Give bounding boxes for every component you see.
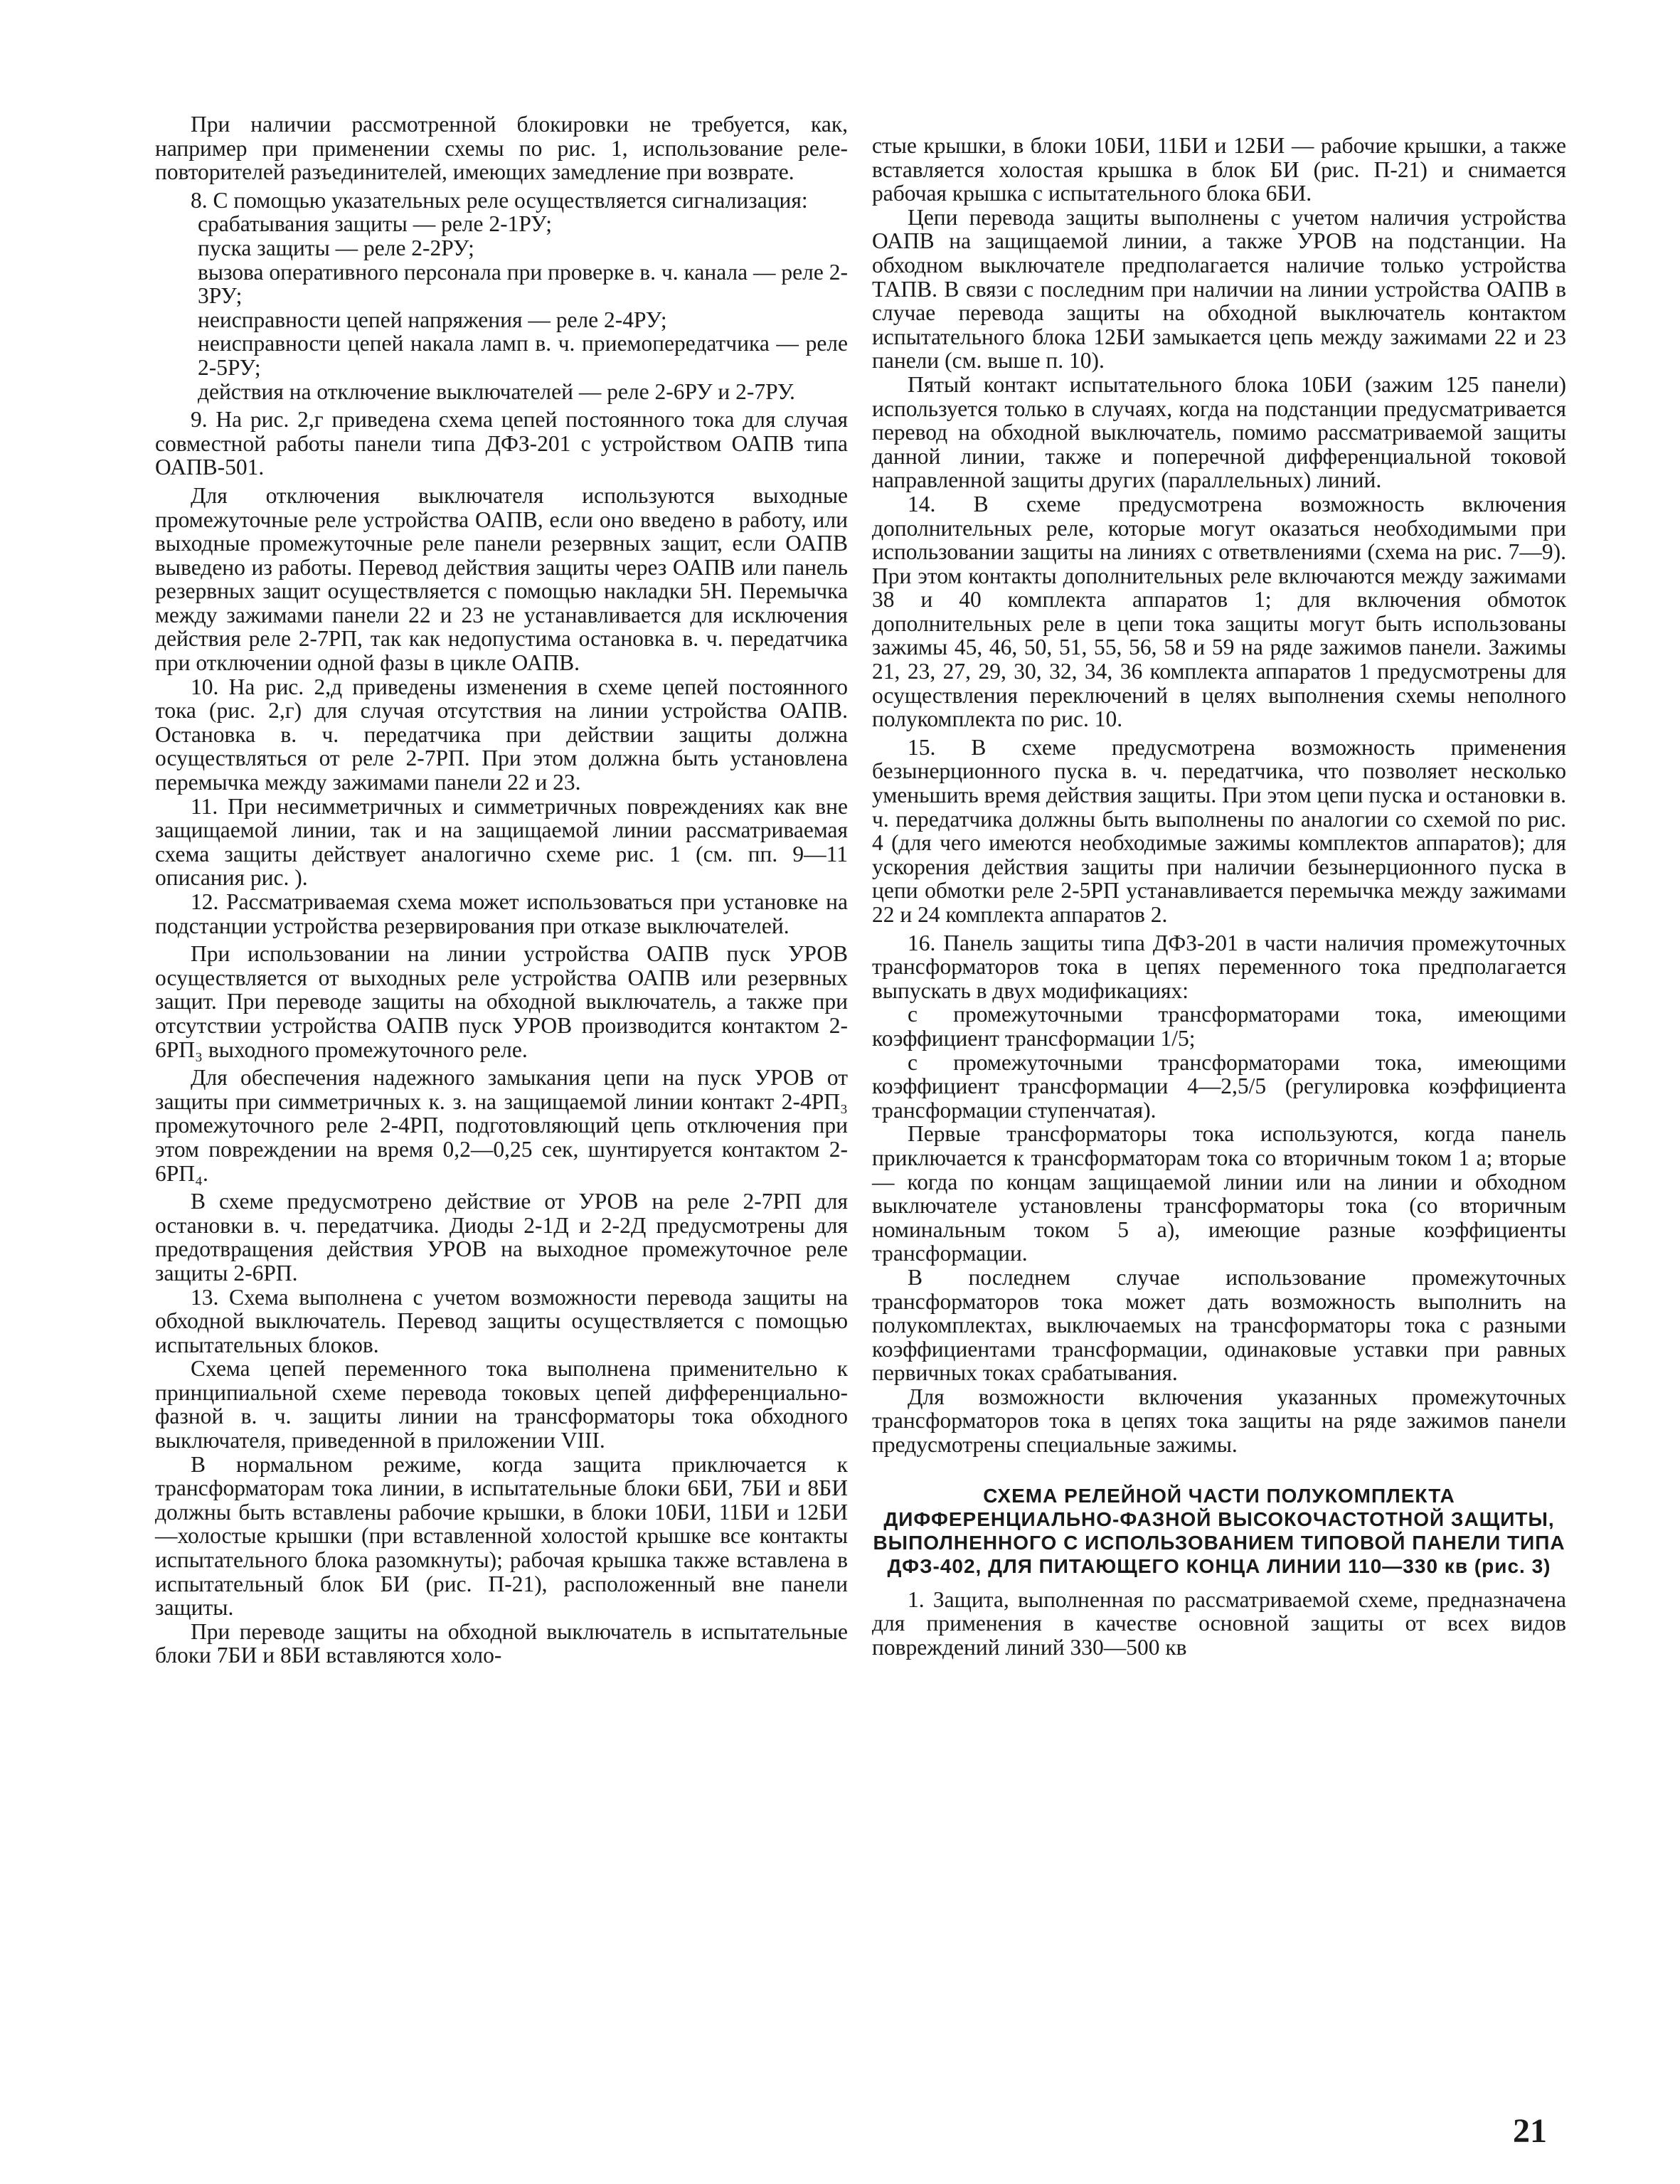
paragraph: Для возможности включения указанных промежуточных трансформаторов тока в цепях тока защиты на ряде зажимов панели предусмотрены специальные зажимы. bbox=[872, 1384, 1566, 1458]
paragraph: 8. С помощью указательных реле осуществляется сигнализация: bbox=[191, 187, 808, 213]
list-item: неисправности цепей напряжения — реле 2-4РУ; bbox=[198, 307, 667, 332]
paragraph: 16. Панель защиты типа ДФЗ-201 в части наличия промежуточных трансформаторов тока в цепях переменного тока предполагается выпускать в двух модификациях: bbox=[872, 930, 1566, 1003]
paragraph: 12. Рассматриваемая схема может использоваться при установке на подстанции устройства резервирования при отказе выключателей. bbox=[155, 889, 848, 938]
list-item: с промежуточными трансформаторами тока, имеющими коэффициент трансформации 4—2,5/5 (регулировка коэффициента трансформации ступенчатая). bbox=[872, 1049, 1566, 1123]
paragraph: 13. Схема выполнена с учетом возможности перевода защиты на обходной выключатель. Перевод защиты осуществляется с помощью испытательных блоков. bbox=[155, 1284, 848, 1357]
paragraph: 14. В схеме предусмотрена возможность включения дополнительных реле, которые могут оказаться необходимыми при использовании защиты на линиях с ответвлениями (схема на рис. 7—9). При этом контакты дополнительных реле включаются между зажимами 38 и 40 комплекта аппаратов 1; для включения обмоток дополнительных реле в цепи тока защиты могут быть использованы зажимы 45, 46, 50, 51, 55, 56, 58 и 59 на ряде зажимов панели. Зажимы 21, 23, 27, 29, 30, 32, 34, 36 комплекта аппаратов 1 предусмотрены для осуществления переключений в целях выполнения схемы неполного полукомплекта по рис. 10. bbox=[872, 491, 1566, 732]
paragraph: 1. Защита, выполненная по рассматриваемой схеме, предназначена для применения в качестве основной защиты от всех видов повреждений линий 330—500 кв bbox=[872, 1586, 1566, 1660]
section-heading: СХЕМА РЕЛЕЙНОЙ ЧАСТИ ПОЛУКОМПЛЕКТА ДИФФЕРЕНЦИАЛЬНО-ФАЗНОЙ ВЫСОКОЧАСТОТНОЙ ЗАЩИТЫ, ВЫПОЛНЕННОГО С ИСПОЛЬЗОВАНИЕМ ТИПОВОЙ ПАНЕЛИ ТИПА ДФЗ-402, ДЛЯ ПИТАЮЩЕГО КОНЦА ЛИНИИ 110—330 кв (рис. 3) bbox=[873, 1484, 1565, 1577]
paragraph: При использовании на линии устройства ОАПВ пуск УРОВ осуществляется от выходных реле устройства ОАПВ или резервных защит. При переводе защиты на обходной выключатель, а также при отсутствии устройства ОАПВ пуск УРОВ производится контактом 2-6РП₃ выходного промежуточного реле. bbox=[155, 941, 848, 1062]
paragraph: Для обеспечения надежного замыкания цепи на пуск УРОВ от защиты при симметричных к. з. на защищаемой линии контакт 2-4РП₃ промежуточного реле 2-4РП, подготовляющий цепь отключения при этом повреждении на время 0,2—0,25 сек, шунтируется контактом 2-6РП₄. bbox=[155, 1065, 848, 1186]
paragraph: Схема цепей переменного тока выполнена применительно к принципиальной схеме перевода токовых цепей дифференциально-фазной в. ч. защиты линии на трансформаторы тока обходного выключателя, приведенной в приложении VIII. bbox=[155, 1356, 848, 1453]
paragraph: 9. На рис. 2,г приведена схема цепей постоянного тока для случая совместной работы панели типа ДФЗ-201 с устройством ОАПВ типа ОАПВ-501. bbox=[155, 407, 848, 480]
paragraph: 10. На рис. 2,д приведены изменения в схеме цепей постоянного тока (рис. 2,г) для случая отсутствия на линии устройства ОАПВ. Остановка в. ч. передатчика при действии защиты должна осуществляться от реле 2-7РП. При этом должна быть установлена перемычка между зажимами панели 22 и 23. bbox=[155, 674, 848, 795]
paragraph: В нормальном режиме, когда защита приключается к трансформаторам тока линии, в испытательные блоки 6БИ, 7БИ и 8БИ должны быть вставлены рабочие крышки, в блоки 10БИ, 11БИ и 12БИ—холостые крышки (при вставленной холостой крышке все контакты испытательного блока разомкнуты); рабочая крышка также вставлена в испытательный блок БИ (рис. П-21), расположенный вне панели защиты. bbox=[155, 1451, 848, 1621]
list-item: пуска защиты — реле 2-2РУ; bbox=[198, 235, 474, 260]
list-item: действия на отключение выключателей — реле 2-6РУ и 2-7РУ. bbox=[198, 378, 795, 404]
paragraph: стые крышки, в блоки 10БИ, 11БИ и 12БИ — рабочие крышки, а также вставляется холостая крышка в блок БИ (рис. П-21) и снимается рабочая крышка с испытательного блока 6БИ. bbox=[872, 133, 1566, 206]
paragraph: Первые трансформаторы тока используются, когда панель приключается к трансформаторам тока со вторичным током 1 а; вторые — когда по концам защищаемой линии или на линии и обходном выключателе установлены трансформаторы тока (со вторичным номинальным током 5 а), имеющие разные коэффициенты трансформации. bbox=[872, 1121, 1566, 1266]
paragraph: При переводе защиты на обходной выключатель в испытательные блоки 7БИ и 8БИ вставляются холо- bbox=[155, 1618, 848, 1668]
list-item: срабатывания защиты — реле 2-1РУ; bbox=[198, 211, 552, 237]
right-column bbox=[872, 134, 1566, 1659]
list-item: неисправности цепей накала ламп в. ч. приемопередатчика — реле 2-5РУ; bbox=[198, 331, 848, 380]
left-column bbox=[155, 112, 848, 1668]
paragraph: Для отключения выключателя используются выходные промежуточные реле устройства ОАПВ, если оно введено в работу, или выходные промежуточные реле панели резервных защит, если ОАПВ выведено из работы. Перевод действия защиты через ОАПВ или панель резервных защит осуществляется с помощью накладки 5Н. Перемычка между зажимами панели 22 и 23 не устанавливается для исключения действия реле 2-7РП, так как недопустима остановка в. ч. передатчика при отключении одной фазы в цикле ОАПВ. bbox=[155, 482, 848, 676]
paragraph: В схеме предусмотрено действие от УРОВ на реле 2-7РП для остановки в. ч. передатчика. Диоды 2-1Д и 2-2Д предусмотрены для предотвращения действия УРОВ на выходное промежуточное реле защиты 2-6РП. bbox=[155, 1189, 848, 1286]
paragraph: В последнем случае использование промежуточных трансформаторов тока может дать возможность выполнить на полукомплектах, выключаемых на трансформаторы тока с разными коэффициентами трансформации, одинаковые уставки при равных первичных токах срабатывания. bbox=[872, 1264, 1566, 1386]
page-number: 21 bbox=[1513, 2112, 1547, 2150]
list-item: вызова оперативного персонала при проверке в. ч. канала — реле 2-3РУ; bbox=[198, 259, 848, 309]
list-item: с промежуточными трансформаторами тока, имеющими коэффициент трансформации 1/5; bbox=[872, 1002, 1566, 1051]
paragraph: При наличии рассмотренной блокировки не требуется, как, например при применении схемы по рис. 1, использование реле-повторителей разъединителей, имеющих замедление при возврате. bbox=[155, 112, 848, 185]
paragraph: Пятый контакт испытательного блока 10БИ (зажим 125 панели) используется только в случаях, когда на подстанции предусматривается перевод на обходной выключатель, помимо рассматриваемой защиты данной линии, также и поперечной дифференциальной токовой направленной защиты других (параллельных) линий. bbox=[872, 371, 1566, 493]
paragraph: 15. В схеме предусмотрена возможность применения безынерционного пуска в. ч. передатчика, что позволяет несколько уменьшить время действия защиты. При этом цепи пуска и остановки в. ч. передатчика должны быть выполнены по аналогии со схемой по рис. 4 (для чего имеются необходимые зажимы комплектов аппаратов); для ускорения действия защиты при наличии безынерционного пуска в цепи обмотки реле 2-5РП устанавливается перемычка между зажимами 22 и 24 комплекта аппаратов 2. bbox=[872, 734, 1566, 927]
paragraph: 11. При несимметричных и симметричных повреждениях как вне защищаемой линии, так и на защищаемой линии рассматриваемая схема защиты действует аналогично схеме рис. 1 (см. пп. 9—11 описания рис. ). bbox=[155, 793, 848, 891]
paragraph: Цепи перевода защиты выполнены с учетом наличия устройства ОАПВ на защищаемой линии, а также УРОВ на подстанции. На обходном выключателе предполагается наличие только устройства ТАПВ. В связи с последним при наличии на линии устройства ОАПВ в случае перевода защиты на обходной выключатель контактом испытательного блока 12БИ замыкается цепь между зажимами 22 и 23 панели (см. выше п. 10). bbox=[872, 204, 1566, 373]
